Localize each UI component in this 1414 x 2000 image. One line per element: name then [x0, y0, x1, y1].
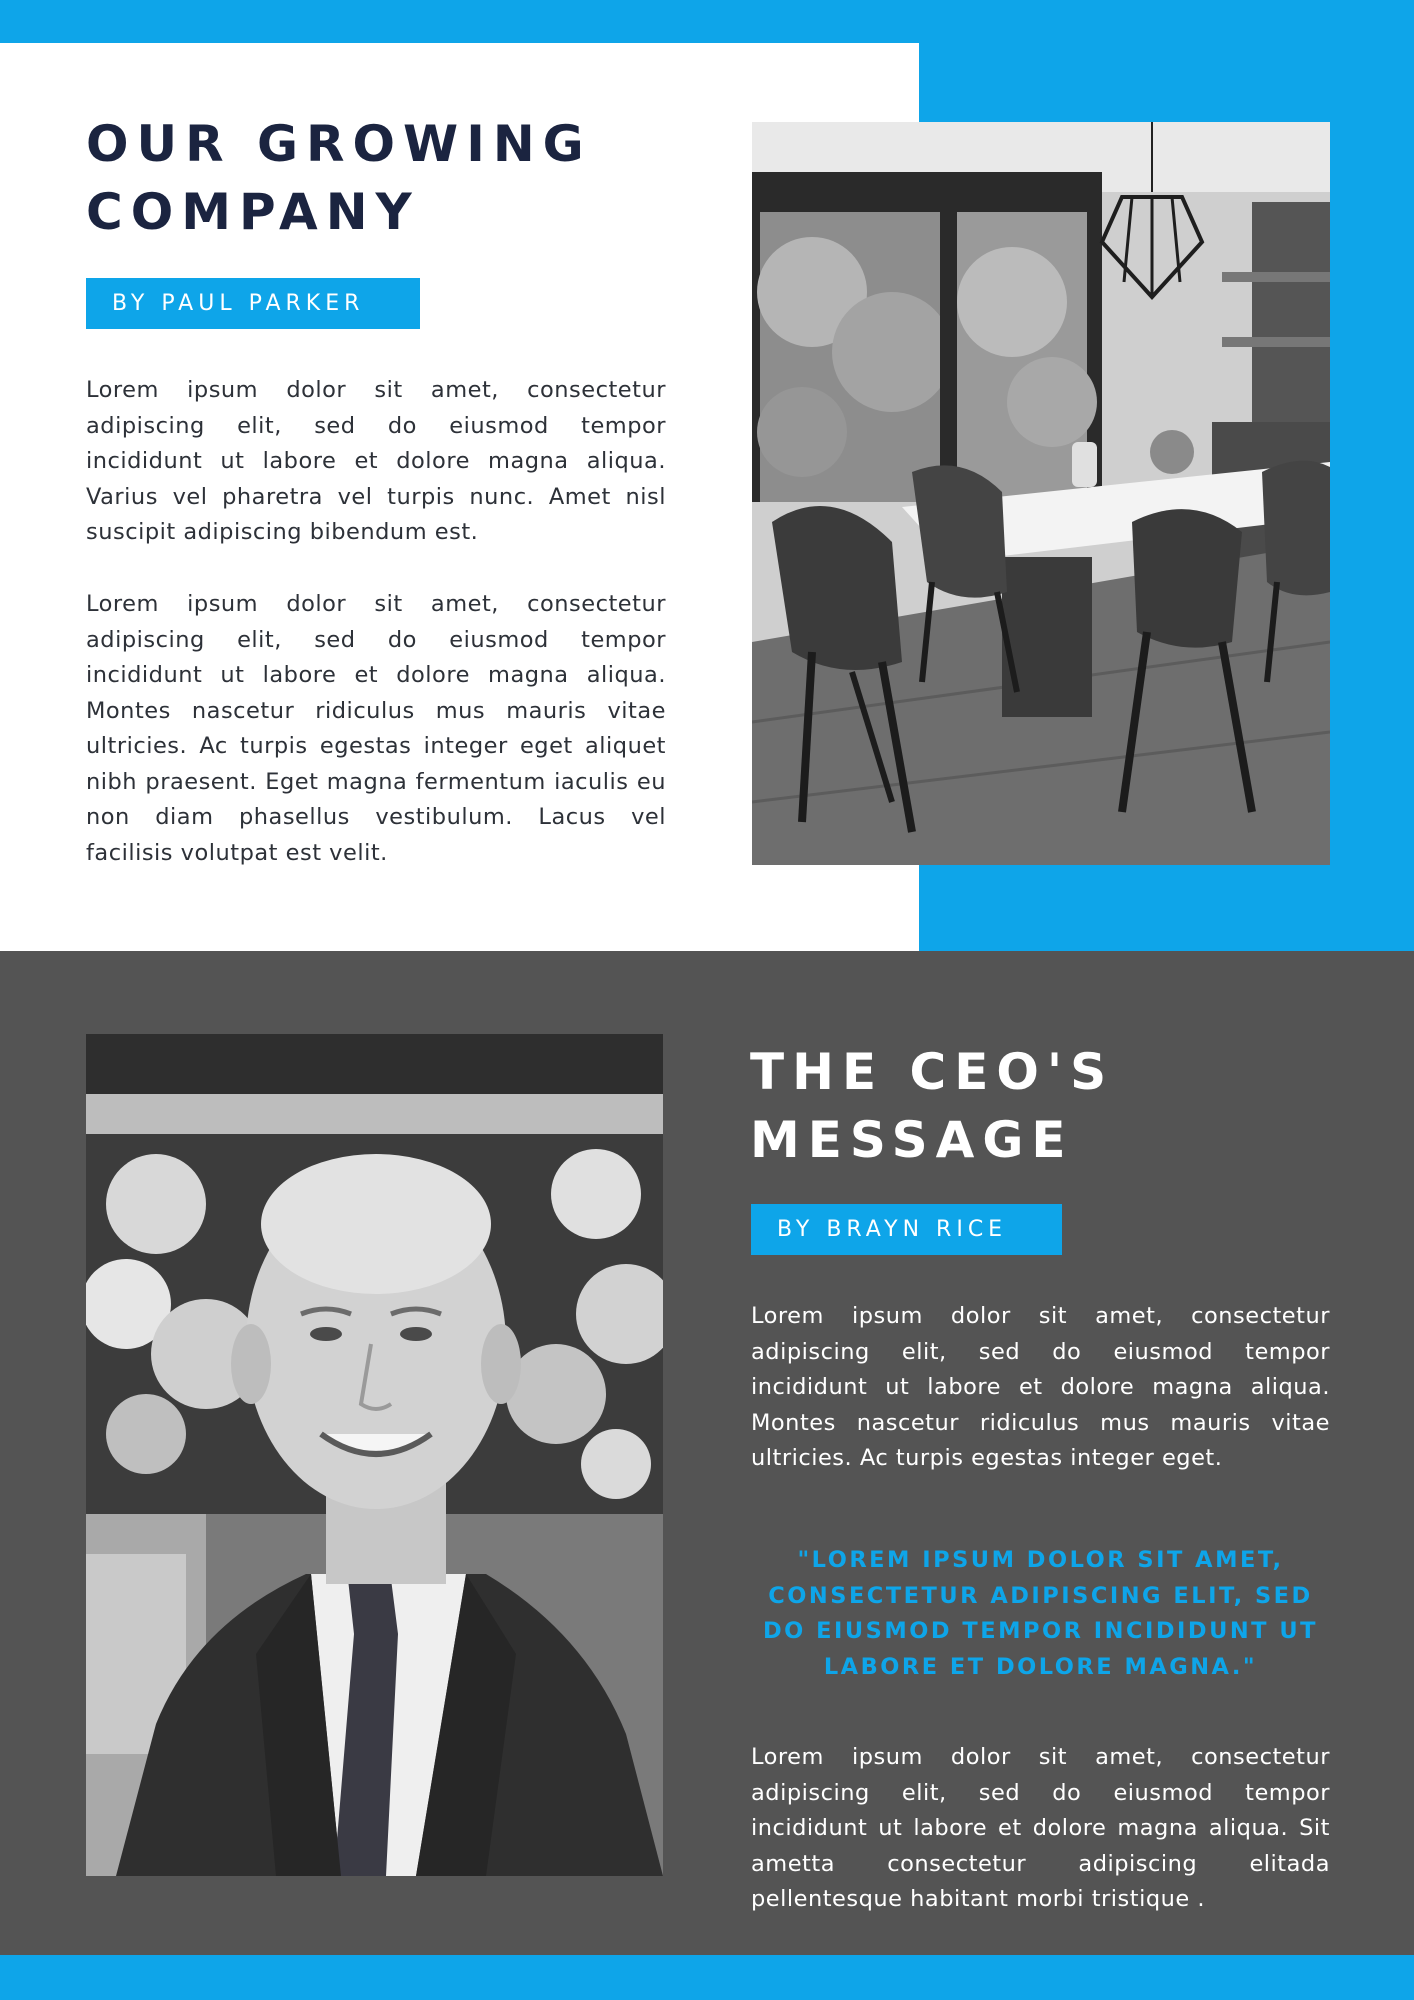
ceo-title-line2: MESSAGE — [750, 1111, 1074, 1169]
company-byline: BY PAUL PARKER — [86, 278, 420, 329]
dining-room-photo — [752, 122, 1330, 865]
bottom-accent-bar — [0, 1955, 1414, 2000]
top-accent-bar — [0, 0, 1414, 43]
ceo-title-line1: THE CEO'S — [750, 1043, 1115, 1101]
ceo-portrait-photo — [86, 1034, 663, 1876]
company-paragraph-2: Lorem ipsum dolor sit amet, consectetur adipiscing elit, sed do eiusmod tempor incididunt ut labore et dolore magna aliqua. Montes nascetur ridiculus mus mauris vitae ultricies. Ac turpis egestas integer eget aliquet nibh praesent. Eget magna fermentum iaculis eu non diam phasellus vestibulum. Lacus vel facilisis volutpat est velit. — [86, 591, 666, 866]
ceo-byline: BY BRAYN RICE — [751, 1204, 1062, 1255]
ceo-pull-quote: "LOREM IPSUM DOLOR SIT AMET, CONSECTETUR ADIPISCING ELIT, SED DO EIUSMOD TEMPOR INCIDIDUNT UT LABORE ET DOLORE MAGNA." — [763, 1547, 1318, 1680]
company-title-line1: OUR GROWING — [86, 115, 592, 173]
company-title-line2: COMPANY — [86, 183, 420, 241]
company-paragraph-1: Lorem ipsum dolor sit amet, consectetur adipiscing elit, sed do eiusmod tempor incididunt ut labore et dolore magna aliqua. Varius vel pharetra vel turpis nunc. Amet nisl suscipit adipiscing bibendum est. — [86, 377, 666, 545]
ceo-paragraph-2: Lorem ipsum dolor sit amet, consectetur adipiscing elit, sed do eiusmod tempor incididunt ut labore et dolore magna aliqua. Sit ametta consectetur adipiscing elitada pellentesque habitant morbi tristique . — [751, 1744, 1330, 1912]
company-section-title — [86, 110, 646, 246]
ceo-section-title — [750, 1038, 1330, 1174]
ceo-paragraph-1: Lorem ipsum dolor sit amet, consectetur adipiscing elit, sed do eiusmod tempor incididunt ut labore et dolore magna aliqua. Montes nascetur ridiculus mus mauris vitae ultricies. Ac turpis egestas integer eget. — [751, 1303, 1330, 1471]
